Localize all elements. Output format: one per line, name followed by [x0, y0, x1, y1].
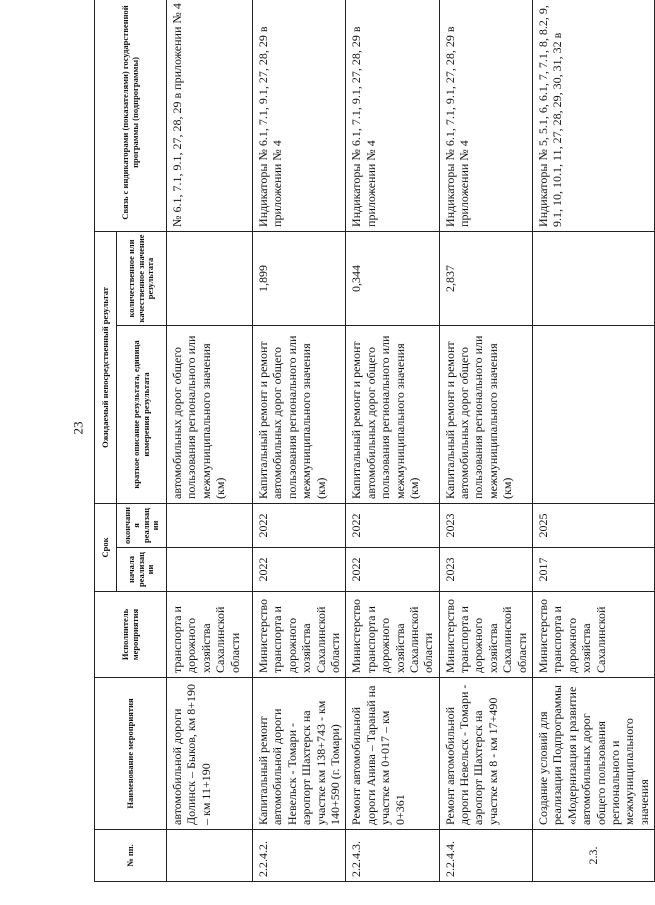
row-value: [167, 231, 253, 325]
row-desc: Капитальный ремонт и ремонт автомобильных дорог общего пользования регионального или межмуниципального значения (км): [439, 325, 532, 503]
header-link: Связь с индикаторами (показателями) государственной программы (подпрограммы): [95, 0, 167, 231]
row-value: 0,344: [346, 231, 439, 325]
row-executor: Министерство транспорта и дорожного хозяйства Сахалинской области: [253, 592, 346, 678]
row-start: 2017: [533, 548, 655, 592]
row-start: 2022: [253, 548, 346, 592]
row-num: 2.2.4.4.: [439, 830, 532, 882]
row-executor: Министерство транспорта и дорожного хозяйства Сахалинской: [533, 592, 655, 678]
table-row: [167, 0, 253, 882]
table-row: [346, 0, 439, 882]
header-executor: Исполнитель мероприятия: [95, 592, 167, 678]
table-row: [439, 0, 532, 882]
row-num: [167, 830, 253, 882]
row-link: № 6.1, 7.1, 9.1, 27, 28, 29 в приложении № 4: [167, 0, 253, 231]
row-name: автомобильной дороги Долинск – Быков, км 8+190 – км 11+190: [167, 678, 253, 830]
row-desc: Капитальный ремонт и ремонт автомобильных дорог общего пользования регионального или межмуниципального значения (км): [346, 325, 439, 503]
row-desc: автомобильных дорог общего пользования регионального или межмуниципального значения (км): [167, 325, 253, 503]
row-executor: транспорта и дорожного хозяйства Сахалинской области: [167, 592, 253, 678]
row-end: 2025: [533, 503, 655, 547]
row-num: 2.3.: [533, 830, 655, 882]
header-result-desc: краткое описание результата, единица измерения результата: [117, 325, 167, 503]
row-value: [533, 231, 655, 325]
row-value: 1,899: [253, 231, 346, 325]
measures-table: [94, 0, 655, 882]
row-end: 2022: [346, 503, 439, 547]
row-desc: Капитальный ремонт и ремонт автомобильных дорог общего пользования регионального или межмуниципального значения (км): [253, 325, 346, 503]
header-term-end: окончания реализации: [117, 503, 167, 547]
table-row: [253, 0, 346, 882]
row-start: 2022: [346, 548, 439, 592]
row-start: [167, 548, 253, 592]
row-name: Создание условий для реализации Подпрограммы «Модернизация и развитие автомобильных дорог общего пользования регионального и межмуниципального значения: [533, 678, 655, 830]
row-executor: Министерство транспорта и дорожного хозяйства Сахалинской области: [439, 592, 532, 678]
row-value: 2,837: [439, 231, 532, 325]
header-result: Ожидаемый непосредственный результат: [95, 231, 117, 503]
row-end: 2022: [253, 503, 346, 547]
row-desc: [533, 325, 655, 503]
header-name: Наименование мероприятия: [95, 678, 167, 830]
row-name: Ремонт автомобильной дороги Анива – Таранай на участке км 0+017 – км 0+361: [346, 678, 439, 830]
rotated-table-wrapper: [94, 0, 651, 882]
row-link: Индикаторы № 6.1, 7.1, 9.1, 27, 28, 29 в приложении № 4: [346, 0, 439, 231]
row-executor: Министерство транспорта и дорожного хозяйства Сахалинской области: [346, 592, 439, 678]
row-name: Капитальный ремонт автомобильной дороги Невельск - Томари - аэропорт Шахтерск на участке км 138+743 - км 140+590 (г. Томари): [253, 678, 346, 830]
header-result-value: количественное или качественное значение результата: [117, 231, 167, 325]
table-row: [533, 0, 655, 882]
row-name: Ремонт автомобильной дороги Невельск - Томари - аэропорт Шахтерск на участке км 8 - км 17+490: [439, 678, 532, 830]
row-link: Индикаторы № 5, 5.1, 6, 6.1, 7, 7.1, 8, 8.2, 9, 9.1, 10, 10.1, 11, 27, 28, 29, 30, 31, 32 в: [533, 0, 655, 231]
header-term: Срок: [95, 503, 117, 591]
row-start: 2023: [439, 548, 532, 592]
page-number: 23: [70, 421, 86, 435]
header-num: № пп.: [95, 830, 167, 882]
row-num: 2.2.4.2.: [253, 830, 346, 882]
row-link: Индикаторы № 6.1, 7.1, 9.1, 27, 28, 29 в приложении № 4: [439, 0, 532, 231]
row-num: 2.2.4.3.: [346, 830, 439, 882]
row-end: [167, 503, 253, 547]
row-end: 2023: [439, 503, 532, 547]
row-link: Индикаторы № 6.1, 7.1, 9.1, 27, 28, 29 в приложении № 4: [253, 0, 346, 231]
header-term-start: начала реализации: [117, 548, 167, 592]
